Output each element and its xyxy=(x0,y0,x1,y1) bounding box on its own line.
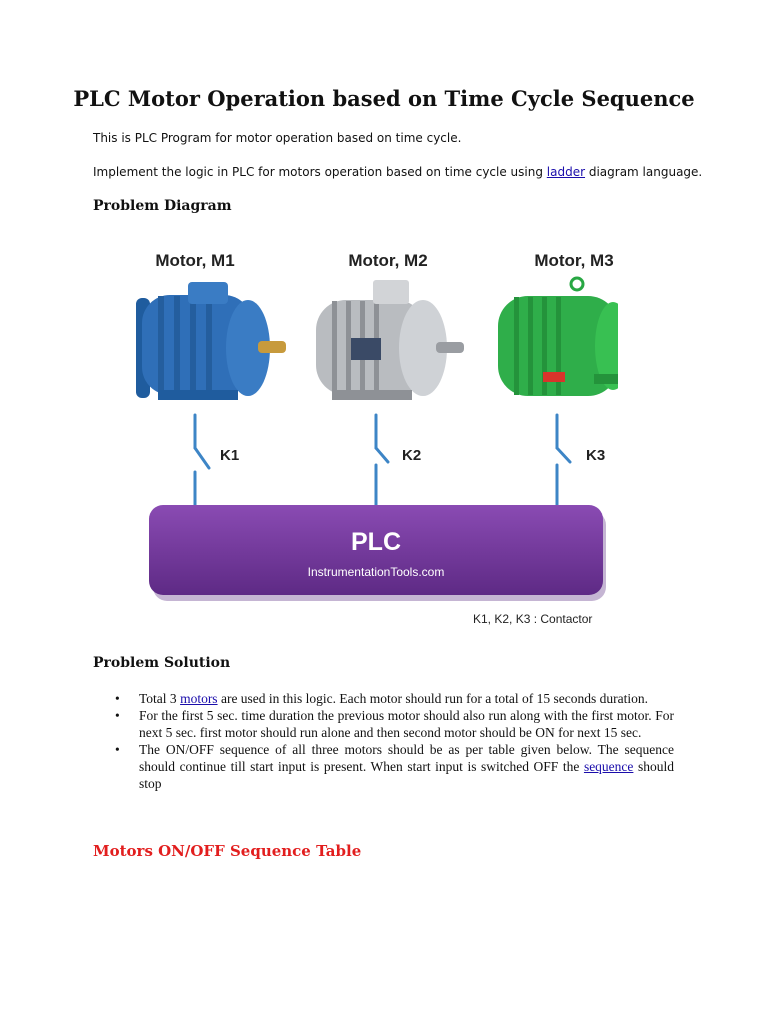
page-title: PLC Motor Operation based on Time Cycle Sequence xyxy=(73,86,695,111)
intro-paragraph: This is PLC Program for motor operation based on time cycle. xyxy=(93,131,462,145)
contactor-label-k2: K2 xyxy=(402,447,422,464)
bullet-text-before: Total 3 xyxy=(139,691,181,706)
motors-link[interactable]: motors xyxy=(180,691,218,706)
problem-diagram xyxy=(118,240,618,635)
list-item xyxy=(112,741,674,792)
motor-m3-icon xyxy=(498,278,618,396)
contactor-label-k3: K3 xyxy=(586,447,606,464)
list-item xyxy=(112,707,674,741)
motor-label-m3: Motor, M3 xyxy=(534,251,614,270)
contactor-legend: K1, K2, K3 : Contactor xyxy=(473,612,593,626)
bullet-text-before: For the first 5 sec. time duration the previous motor should also run along with the first motor. For next 5 sec. first motor should run alone and then second motor should be ON for next 15 sec. xyxy=(139,708,674,740)
implement-text-after: diagram language. xyxy=(585,165,703,179)
diagram-svg xyxy=(118,240,618,635)
motor-label-m2: Motor, M2 xyxy=(348,251,428,270)
bullet-text-after: are used in this logic. Each motor should run for a total of 15 seconds duration. xyxy=(217,691,648,706)
problem-solution-heading: Problem Solution xyxy=(93,655,231,671)
bullet-icon: • xyxy=(115,742,120,757)
plc-label: PLC xyxy=(351,528,401,556)
bullet-text-after: should stop xyxy=(139,759,674,791)
bullet-icon: • xyxy=(115,691,120,706)
implement-text-before: Implement the logic in PLC for motors operation based on time cycle using xyxy=(93,165,547,179)
solution-list xyxy=(112,690,674,792)
list-item xyxy=(112,690,674,707)
motor-m2-icon xyxy=(316,280,464,400)
plc-sublabel: InstrumentationTools.com xyxy=(307,565,445,579)
ladder-link[interactable]: ladder xyxy=(546,165,586,179)
implement-paragraph xyxy=(93,165,702,179)
wire-k2 xyxy=(376,415,388,506)
contactor-label-k1: K1 xyxy=(220,447,240,464)
sequence-table-heading: Motors ON/OFF Sequence Table xyxy=(93,842,362,860)
problem-diagram-heading: Problem Diagram xyxy=(93,198,232,214)
bullet-text-before: The ON/OFF sequence of all three motors should be as per table given below. The sequence should continue till start input is present. When start input is switched OFF the xyxy=(139,742,674,774)
wire-k1 xyxy=(195,415,209,506)
sequence-link[interactable]: sequence xyxy=(583,759,634,774)
motor-label-m1: Motor, M1 xyxy=(155,251,235,270)
bullet-icon: • xyxy=(115,708,120,723)
wire-k3 xyxy=(557,415,570,506)
motor-m1-icon xyxy=(136,282,286,400)
